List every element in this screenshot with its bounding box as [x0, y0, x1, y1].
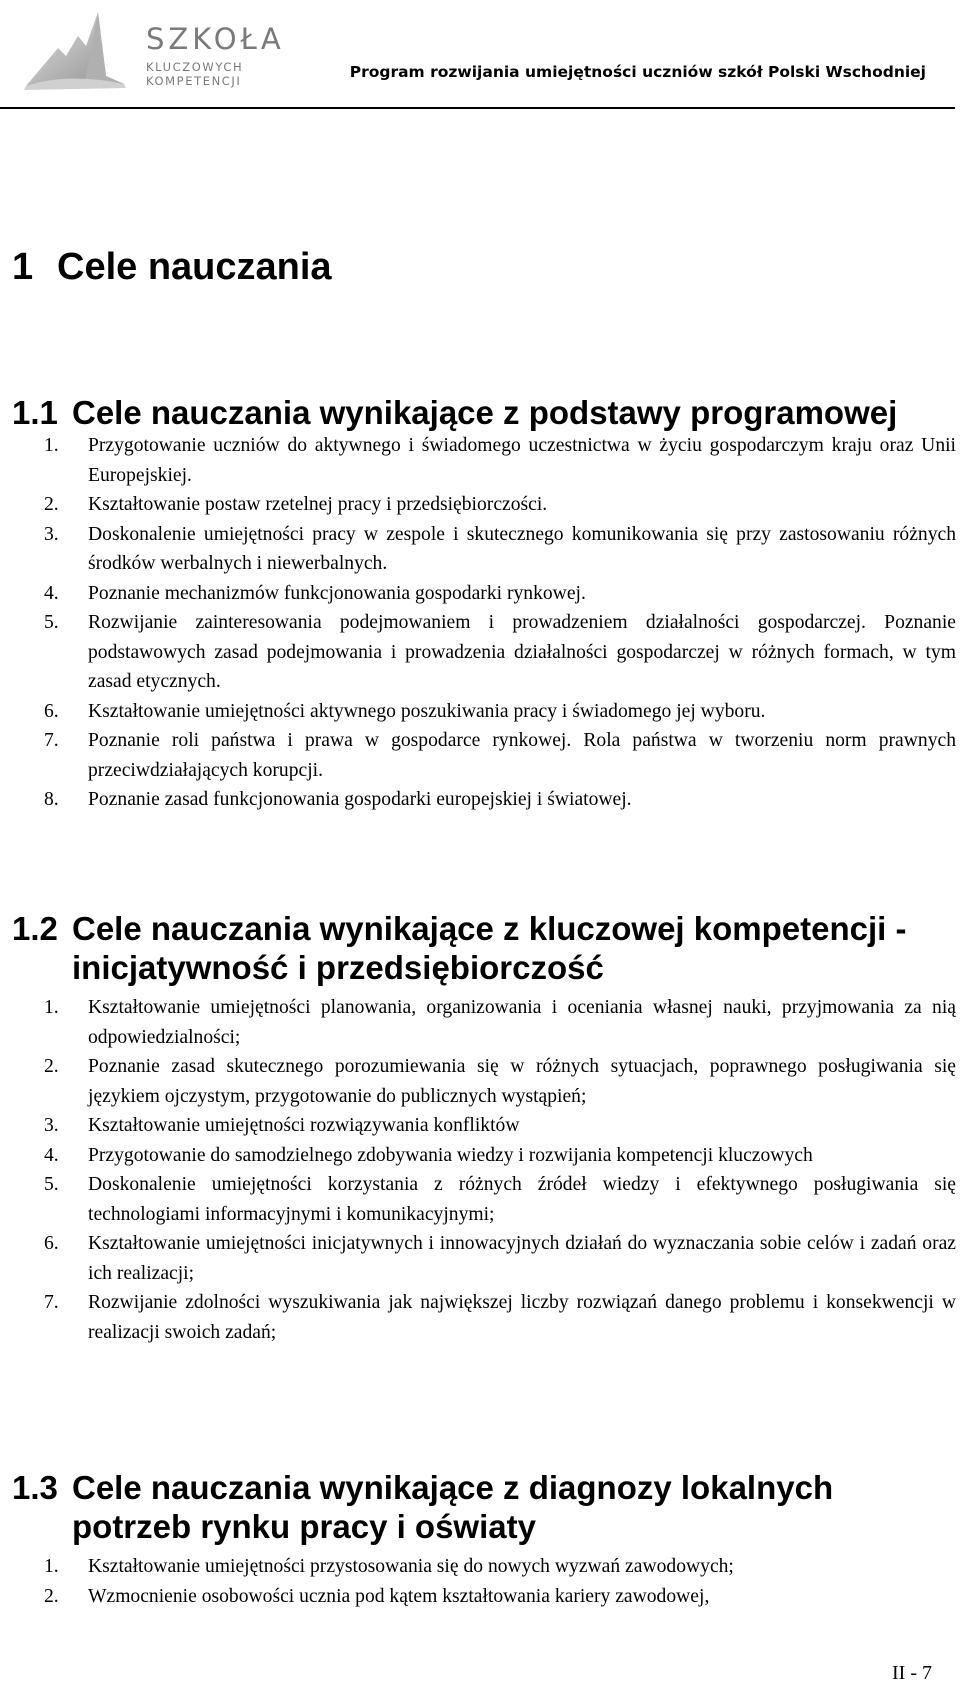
page-header [0, 0, 960, 112]
list-item-text: Kształtowanie umiejętności inicjatywnych i innowacyjnych działań do wyznaczania sobie celów i zadań oraz ich realizacji; [88, 1233, 956, 1284]
header-divider [0, 107, 955, 109]
list-item-text: Przygotowanie do samodzielnego zdobywania wiedzy i rozwijania kompetencji kluczowych [88, 1144, 813, 1166]
list-item [44, 1111, 956, 1141]
list-item [44, 1229, 956, 1288]
list-item-number: 2. [44, 1585, 59, 1607]
list-item-number: 7. [44, 1292, 59, 1313]
list-item-number: 4. [44, 1144, 59, 1166]
list-item [44, 785, 956, 815]
list-item-text: Doskonalenie umiejętności pracy w zespole i skutecznego komunikowania się przy zastosowaniu różnych środków werbalnych i niewerbalnych. [88, 523, 956, 574]
list-item [44, 431, 956, 490]
program-title: Program rozwijania umiejętności uczniów szkół Polski Wschodniej [349, 63, 926, 81]
list-item [44, 1288, 956, 1347]
list-item [44, 608, 956, 697]
section-1-1-list [44, 431, 956, 815]
list-item [44, 579, 956, 609]
section-number: 1.2 [12, 910, 58, 947]
list-item-number: 5. [44, 612, 59, 633]
list-item [44, 1052, 956, 1111]
section-1-2-heading [12, 909, 947, 987]
list-item-number: 5. [44, 1174, 59, 1195]
list-item-number: 1. [44, 997, 59, 1018]
list-item [44, 1582, 956, 1612]
section-1-2-list [44, 993, 956, 1347]
list-item-number: 1. [44, 1556, 59, 1577]
list-item-number: 8. [44, 789, 59, 810]
list-item-text: Kształtowanie postaw rzetelnej pracy i przedsiębiorczości. [88, 494, 548, 515]
list-item-number: 4. [44, 582, 59, 604]
list-item-number: 6. [44, 1233, 59, 1254]
logo-mountain-icon [22, 6, 132, 92]
list-item-text: Doskonalenie umiejętności korzystania z różnych źródeł wiedzy i efektywnego posługiwania się technologiami informacyjnymi i komunikacyjnymi; [88, 1174, 956, 1225]
section-title: Cele nauczania wynikające z diagnozy lokalnych potrzeb rynku pracy i oświaty [72, 1469, 834, 1545]
list-item-text: Kształtowanie umiejętności planowania, organizowania i oceniania własnej nauki, przyjmowania za nią odpowiedzialności; [88, 997, 956, 1048]
list-item-number: 2. [44, 1056, 59, 1077]
list-item-number: 7. [44, 730, 59, 751]
list-item-text: Poznanie zasad skutecznego porozumiewania się w różnych sytuacjach, poprawnego posługiwania się językiem ojczystym, przygotowanie do publicznych wystąpień; [88, 1056, 956, 1107]
section-title: Cele nauczania wynikające z kluczowej kompetencji - inicjatywność i przedsiębiorczość [72, 910, 907, 986]
list-item-number: 3. [44, 1115, 59, 1136]
list-item-number: 2. [44, 494, 59, 515]
list-item-number: 1. [44, 435, 59, 456]
section-number: 1 [12, 246, 34, 288]
list-item-text: Kształtowanie umiejętności przystosowania się do nowych wyzwań zawodowych; [88, 1556, 734, 1577]
list-item-text: Poznanie roli państwa i prawa w gospodarce rynkowej. Rola państwa w tworzeniu norm prawnych przeciwdziałających korupcji. [88, 730, 956, 781]
list-item-text: Poznanie zasad funkcjonowania gospodarki europejskiej i światowej. [88, 789, 632, 810]
list-item-number: 3. [44, 523, 59, 545]
list-item-text: Rozwijanie zdolności wyszukiwania jak największej liczby rozwiązań danego problemu i konsekwencji w realizacji swoich zadań; [88, 1292, 956, 1343]
section-1-3-list [44, 1552, 956, 1611]
list-item-text: Poznanie mechanizmów funkcjonowania gospodarki rynkowej. [88, 582, 586, 604]
logo-subtitle: KLUCZOWYCH KOMPETENCJI [146, 60, 244, 88]
section-1-heading [12, 244, 332, 290]
section-1-3-heading [12, 1468, 947, 1546]
page-number: II - 7 [892, 1662, 932, 1684]
list-item-number: 6. [44, 700, 59, 722]
section-number: 1.1 [12, 394, 58, 431]
list-item [44, 520, 956, 579]
section-title: Cele nauczania [57, 246, 332, 288]
list-item [44, 1552, 956, 1582]
list-item [44, 490, 956, 520]
list-item-text: Wzmocnienie osobowości ucznia pod kątem kształtowania kariery zawodowej, [88, 1585, 710, 1607]
list-item-text: Kształtowanie umiejętności aktywnego poszukiwania pracy i świadomego jej wyboru. [88, 700, 766, 722]
school-logo [22, 6, 322, 98]
list-item-text: Rozwijanie zainteresowania podejmowaniem i prowadzeniem działalności gospodarczej. Poznanie podstawowych zasad podejmowania i prowadzenia działalności gospodarczej w różnych formach, w tym zasad etycznych. [88, 612, 956, 692]
section-title: Cele nauczania wynikające z podstawy programowej [72, 394, 898, 431]
section-1-1-heading [12, 393, 947, 432]
list-item [44, 1170, 956, 1229]
list-item-text: Kształtowanie umiejętności rozwiązywania konfliktów [88, 1115, 520, 1136]
logo-wordmark: SZKOŁA [146, 22, 285, 56]
section-number: 1.3 [12, 1469, 58, 1506]
list-item [44, 993, 956, 1052]
list-item [44, 1141, 956, 1171]
list-item [44, 697, 956, 727]
list-item-text: Przygotowanie uczniów do aktywnego i świadomego uczestnictwa w życiu gospodarczym kraju oraz Unii Europejskiej. [88, 435, 956, 486]
list-item [44, 726, 956, 785]
